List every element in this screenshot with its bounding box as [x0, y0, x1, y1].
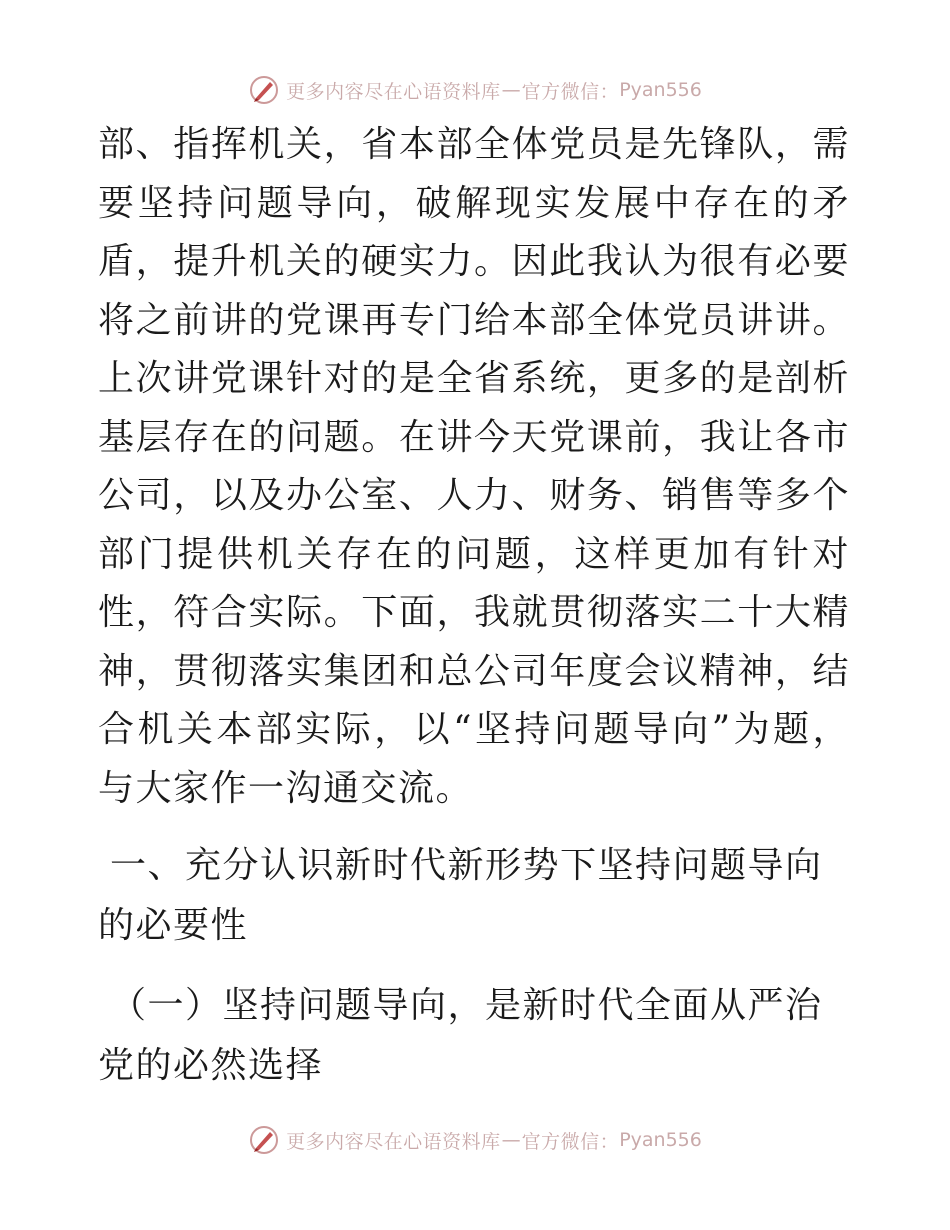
footer-watermark [0, 1124, 950, 1156]
watermark-account: Pyan556 [619, 79, 702, 101]
watermark-separator: — [501, 1129, 521, 1151]
header-watermark [0, 74, 950, 106]
document-body [98, 116, 850, 1096]
watermark-separator: — [501, 79, 521, 101]
watermark-text: 更多内容尽在心语资料库 [286, 1130, 501, 1153]
watermark-contact: 官方微信： [521, 80, 620, 103]
body-paragraph: 部、指挥机关，省本部全体党员是先锋队，需要坚持问题导向，破解现实发展中存在的矛盾，提升机关的硬实力。因此我认为很有必要将之前讲的党课再专门给本部全体党员讲讲。上次讲党课针对的是全省系统，更多的是剖析基层存在的问题。在讲今天党课前，我让各市公司，以及办公室、人力、财务、销售等多个部门提供机关存在的问题，这样更加有针对性，符合实际。下面，我就贯彻落实二十大精神，贯彻落实集团和总公司年度会议精神，结合机关本部实际，以“坚持问题导向”为题，与大家作一沟通交流。 [98, 124, 850, 809]
section-heading-1: 一、充分认识新时代新形势下坚持问题导向的必要性 [98, 845, 823, 946]
subsection-heading-1: （一）坚持问题导向，是新时代全面从严治党的必然选择 [98, 985, 823, 1086]
watermark-account: Pyan556 [619, 1129, 702, 1151]
watermark-text: 更多内容尽在心语资料库 [286, 80, 501, 103]
quill-pen-icon [248, 1124, 280, 1156]
quill-pen-icon [248, 74, 280, 106]
watermark-contact: 官方微信： [521, 1130, 620, 1153]
